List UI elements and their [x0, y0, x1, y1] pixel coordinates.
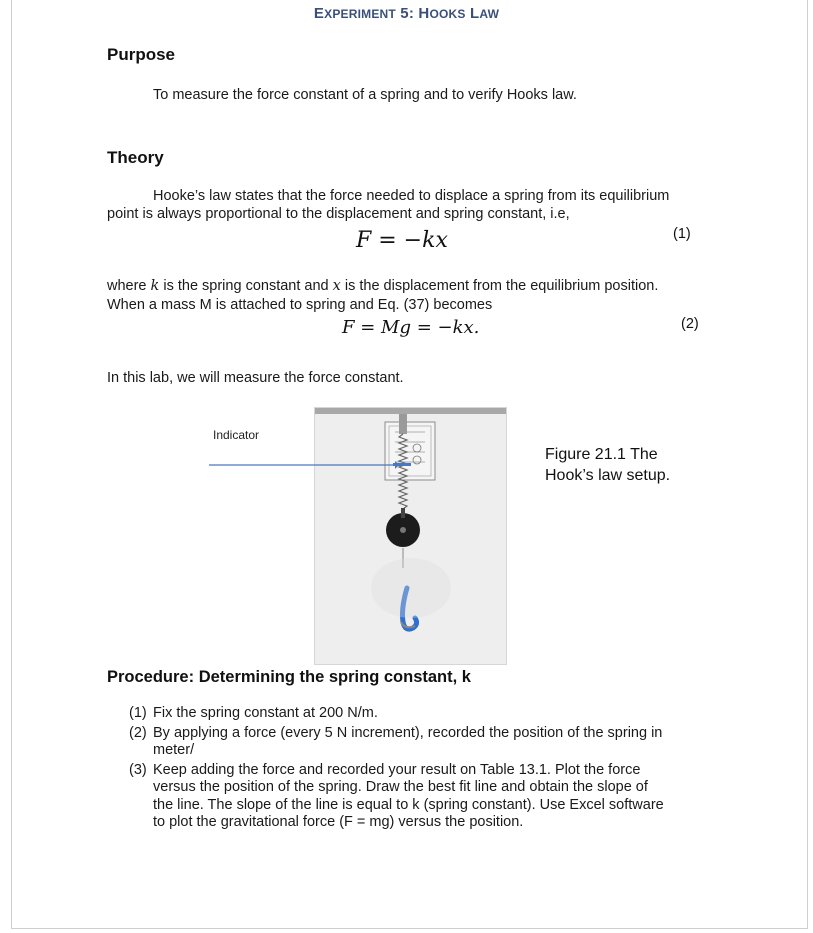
theory-line-1: Hooke’s law states that the force needed to displace a spring from its equilibrium — [153, 188, 670, 204]
equation-1-number: (1) — [673, 226, 691, 242]
equation-1: F = −kx — [356, 228, 448, 253]
purpose-heading: Purpose — [107, 45, 176, 64]
procedure-step-1: (1) Fix the spring constant at 200 N/m. — [129, 705, 378, 721]
purpose-text: To measure the force constant of a spring and to verify Hooks law. — [153, 87, 577, 103]
theory-line-2: point is always proportional to the displacement and spring constant, i.e, — [107, 206, 570, 222]
procedure-heading: Procedure: Determining the spring constant, k — [107, 668, 471, 686]
document-title: EXPERIMENT 5: HOOKS LAW — [313, 5, 500, 22]
theory-line-3: where k is the spring constant and x is the displacement from the equilibrium position. — [107, 278, 659, 294]
theory-line-4: When a mass M is attached to spring and Eq. (37) becomes — [107, 297, 493, 313]
equation-2-number: (2) — [681, 316, 699, 332]
procedure-list — [129, 705, 729, 834]
spring-setup-illustration — [315, 408, 507, 665]
figure-caption-line-2: Hook’s law setup. — [545, 467, 671, 484]
indicator-arrow-line — [209, 460, 399, 470]
spring-setup-photo — [314, 407, 507, 665]
indicator-label: Indicator — [213, 428, 260, 442]
equation-2: F = Mg = −kx. — [342, 317, 480, 338]
figure-caption-line-1: Figure 21.1 The — [545, 446, 658, 463]
theory-line-5: In this lab, we will measure the force constant. — [107, 370, 404, 386]
procedure-step-2: (2) By applying a force (every 5 N increment), recorded the position of the spring in meter/ — [129, 724, 663, 758]
theory-heading: Theory — [107, 148, 164, 167]
procedure-step-3: (3) Keep adding the force and recorded your result on Table 13.1. Plot the force versus the position of the spring. Draw the best fit line and obtain the slope of the line. The slope of the line is equal to k (spring constant). Use Excel software to plot the gravitational force (F = mg) versus the position. — [129, 761, 664, 830]
